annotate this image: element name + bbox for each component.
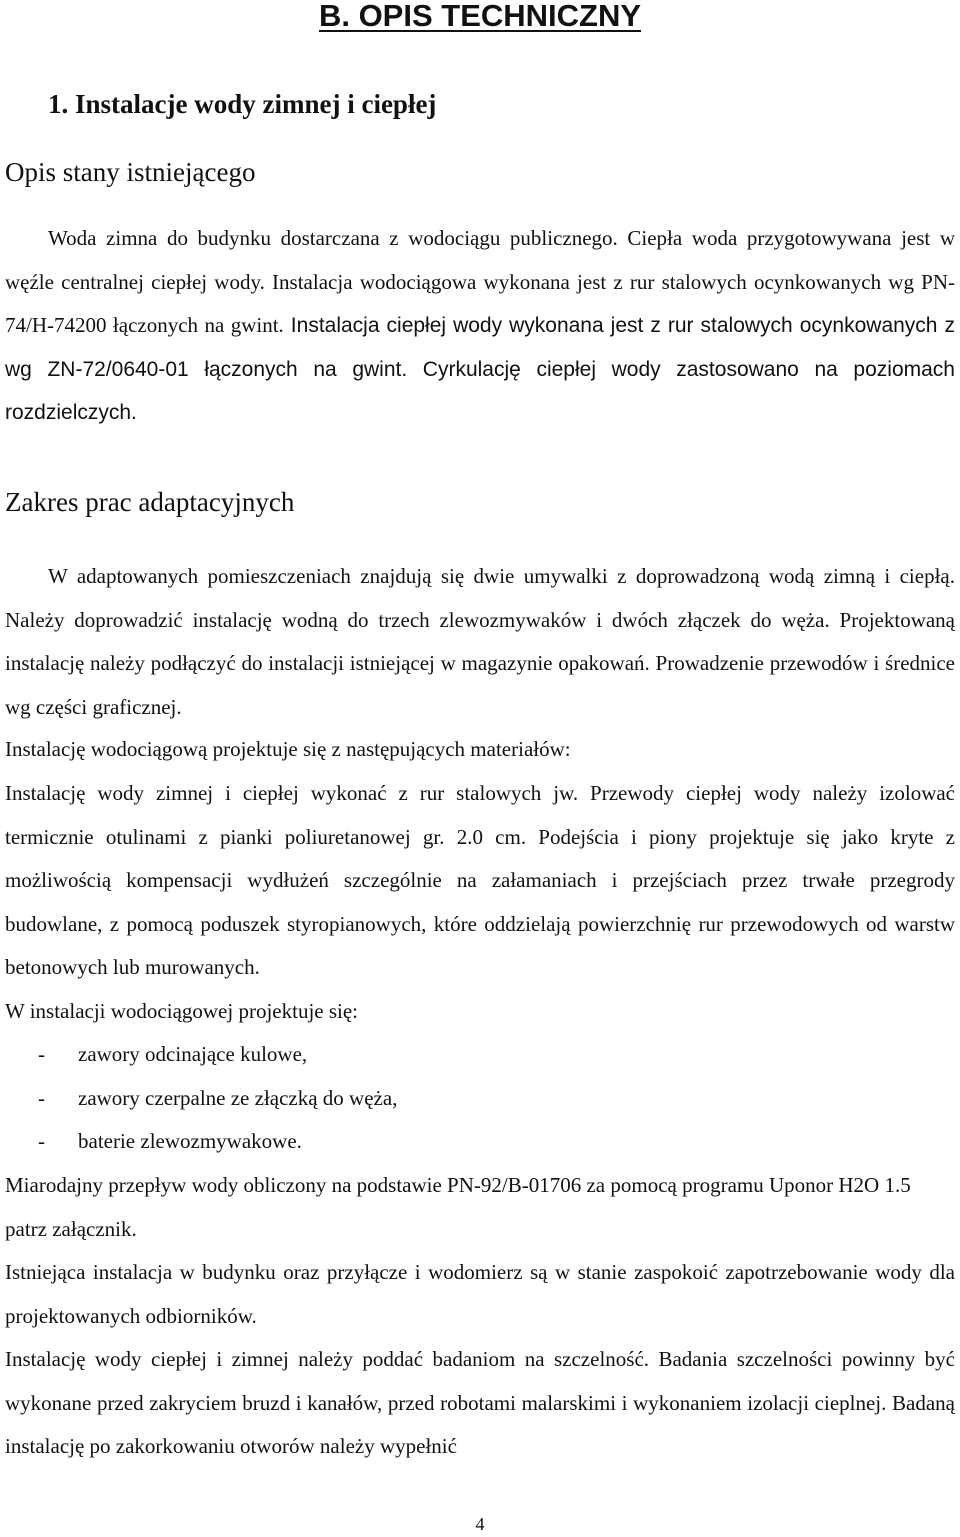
list-marker: -	[38, 1042, 45, 1066]
list-item-text: zawory odcinające kulowe,	[78, 1042, 308, 1066]
document-title	[0, 0, 960, 39]
paragraph-adaptation-6: Istniejąca instalacja w budynku oraz przyłącze i wodomierz są w stanie zaspokoić zapotrzebowanie wody dla projektowanych odbiorników.	[5, 1260, 955, 1328]
paragraph-adaptation-4: W instalacji wodociągowej projektuje się:	[5, 999, 359, 1023]
paragraph-adaptation-1: W adaptowanych pomieszczeniach znajdują się dwie umywalki z doprowadzoną wodą zimną i ciepłą. Należy doprowadzić instalację wodną do trzech zlewozmywaków i dwóch złączek do węża. Projektowaną instalację należy podłączyć do instalacji istniejącej w magazynie opakowań. Prowadzenie przewodów i średnice wg części graficznej.	[5, 564, 955, 719]
heading-adaptation-scope: Zakres prac adaptacyjnych	[5, 487, 295, 517]
paragraph-adaptation-7: Instalację wody ciepłej i zimnej należy poddać badaniom na szczelność. Badania szczelności powinny być wykonane przed zakryciem bruzd i kanałów, przed robotami malarskimi i wykonaniem izolacji cieplnej. Badaną instalację po zakorkowaniu otworów należy wypełnić	[5, 1347, 955, 1458]
document-title-text: B. OPIS TECHNICZNY	[318, 0, 642, 33]
section-heading-water-installations: 1. Instalacje wody zimnej i ciepłej	[48, 89, 437, 119]
page-number: 4	[475, 1514, 485, 1534]
list-item	[5, 1077, 397, 1121]
list-item	[5, 1033, 397, 1077]
existing-state-text-serif: Woda zimna do budynku dostarczana z wodociągu publicznego. Ciepła woda przygotowywana jest w węźle centralnej ciepłej wody. Instalacja wodociągowa wykonana jest z rur stalowych ocynkowanych wg PN-74/H-74200 łączonych na gwint.	[5, 226, 955, 337]
paragraph-adaptation-2: Instalację wodociągową projektuje się z następujących materiałów:	[5, 737, 571, 761]
paragraph-adaptation-5: Miarodajny przepływ wody obliczony na podstawie PN-92/B-01706 za pomocą programu Uponor H2O 1.5 patrz załącznik.	[5, 1173, 911, 1241]
heading-existing-state: Opis stany istniejącego	[5, 157, 256, 187]
list-item-text: zawory czerpalne ze złączką do węża,	[78, 1085, 398, 1110]
fittings-list	[5, 1033, 397, 1164]
list-item	[5, 1120, 397, 1164]
paragraph-adaptation-3: Instalację wody zimnej i ciepłej wykonać z rur stalowych jw. Przewody ciepłej wody należy izolować termicznie otulinami z pianki poliuretanowej gr. 2.0 cm. Podejścia i piony projektuje się jako kryte z możliwością kompensacji wydłużeń szczególnie na załamaniach i przejściach przez trwałe przegrody budowlane, z pomocą poduszek styropianowych, które oddzielają powierzchnię rur przewodowych od warstw betonowych lub murowanych.	[5, 781, 955, 979]
list-marker: -	[38, 1129, 45, 1153]
list-marker: -	[38, 1085, 45, 1110]
existing-state-text-sans: Instalacja ciepłej wody wykonana jest z rur stalowych ocynkowanych z wg ZN-72/0640-01 łączonych na gwint. Cyrkulację ciepłej wody zastosowano na poziomach rozdzielczych.	[5, 314, 955, 424]
paragraph-existing-state	[5, 217, 955, 435]
list-item-text: baterie zlewozmywakowe.	[78, 1129, 302, 1153]
